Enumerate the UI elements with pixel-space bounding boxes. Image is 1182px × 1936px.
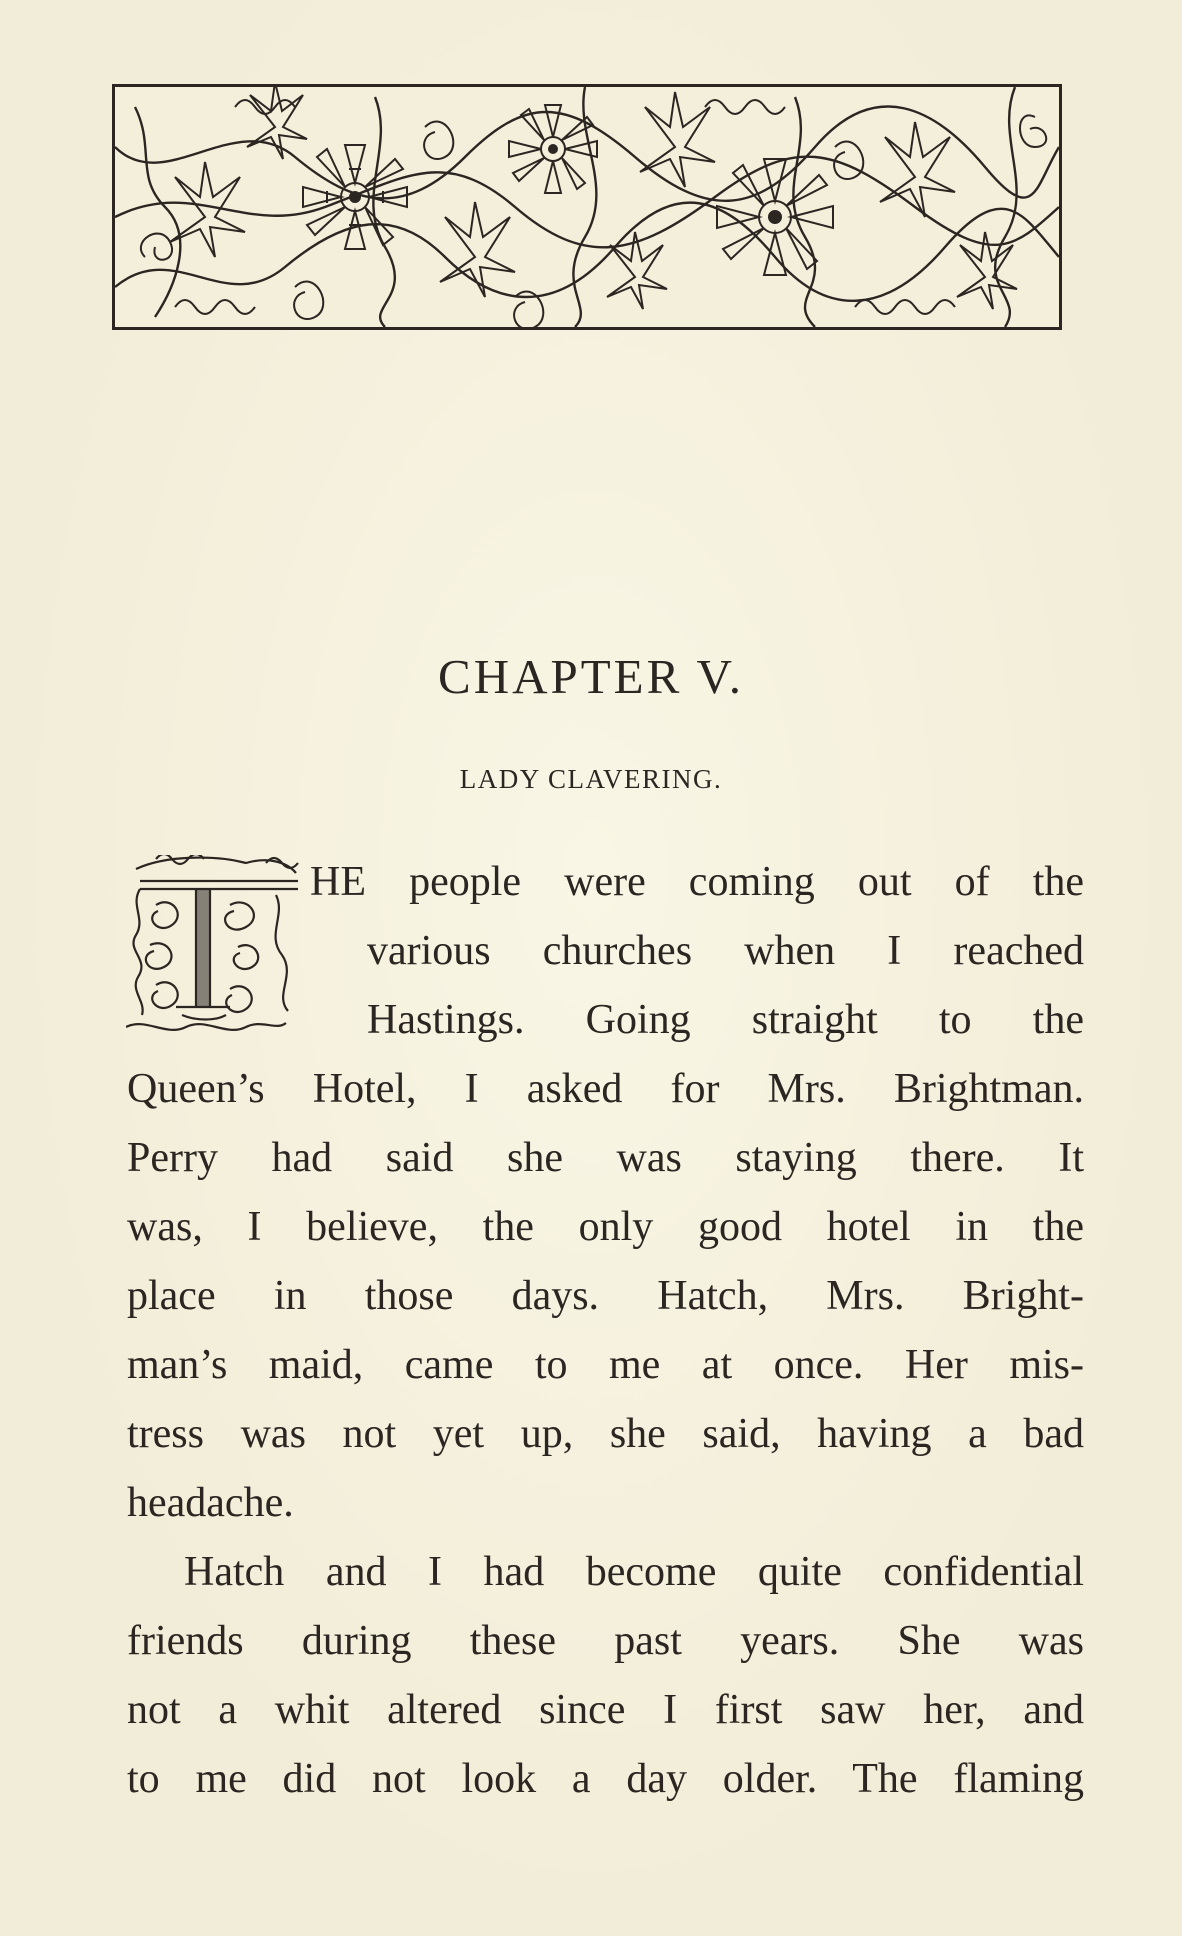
- text-line: was, I believe, the only good hotel in the: [127, 1204, 1084, 1250]
- text-line: Hatch and I had become quite confidential: [184, 1549, 1084, 1595]
- text-line: Queen’s Hotel, I asked for Mrs. Brightman.: [127, 1066, 1084, 1112]
- text-line: not a whit altered since I first saw her, and: [127, 1687, 1084, 1733]
- text-line: friends during these past years. She was: [127, 1618, 1084, 1664]
- text-line: Perry had said she was staying there. It: [127, 1135, 1084, 1181]
- text-line: tress was not yet up, she said, having a bad: [127, 1411, 1084, 1457]
- text-line: HE people were coming out of the: [310, 859, 1084, 905]
- text-line: headache.: [127, 1480, 294, 1526]
- chapter-subtitle: LADY CLAVERING.: [459, 764, 723, 794]
- chapter-title: CHAPTER V.: [438, 649, 744, 704]
- floral-headpiece-ornament: [112, 84, 1062, 330]
- text-line: man’s maid, came to me at once. Her mis-: [127, 1342, 1084, 1388]
- text-line: Hastings. Going straight to the: [367, 997, 1084, 1043]
- decorated-initial-t: [126, 855, 302, 1035]
- text-line: to me did not look a day older. The flaming: [127, 1756, 1084, 1802]
- text-line: place in those days. Hatch, Mrs. Bright-: [127, 1273, 1084, 1319]
- text-line: various churches when I reached: [367, 928, 1084, 974]
